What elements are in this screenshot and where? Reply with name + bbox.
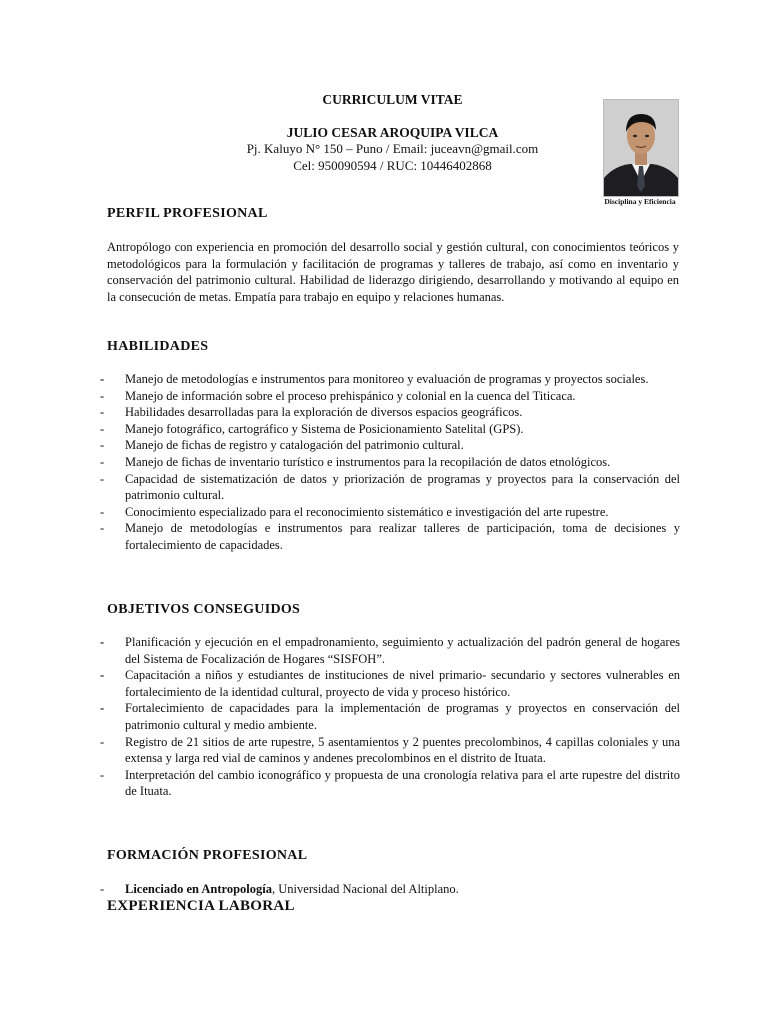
bullet-dash: - xyxy=(100,882,105,896)
profile-photo xyxy=(603,99,679,197)
list-item xyxy=(100,371,680,388)
list-item xyxy=(100,700,680,733)
formacion-heading: FORMACIÓN PROFESIONAL xyxy=(107,848,308,863)
bullet-dash: - xyxy=(100,668,105,683)
bullet-dash: - xyxy=(100,521,105,536)
bullet-dash: - xyxy=(100,767,105,782)
list-item-text: Capacitación a niños y estudiantes de instituciones de nivel primario- secundario y sectores vulnerables en fortalecimiento de la identidad cultural, proyecto de vida y proceso histórico. xyxy=(125,668,680,699)
bullet-dash: - xyxy=(100,701,105,716)
list-item xyxy=(100,734,680,767)
bullet-dash: - xyxy=(100,504,105,519)
bullet-dash: - xyxy=(100,438,105,453)
list-item-text: Interpretación del cambio iconográfico y propuesta de una cronología relativa para el arte rupestre del distrito de Ituata. xyxy=(125,767,680,799)
list-item-text: Capacidad de sistematización de datos y priorización de programas y proyectos para la conservación del patrimonio cultural. xyxy=(125,471,680,503)
list-item xyxy=(100,767,680,800)
list-item-text: Manejo de metodologías e instrumentos para monitoreo y evaluación de programas y proyectos sociales. xyxy=(125,372,649,386)
list-item xyxy=(100,404,680,421)
list-item xyxy=(100,667,680,700)
list-item-text: Habilidades desarrolladas para la exploración de diversos espacios geográficos. xyxy=(125,405,523,420)
bullet-dash: - xyxy=(100,388,105,403)
list-item xyxy=(100,388,680,405)
bullet-dash: - xyxy=(100,471,105,486)
objetivos-heading: OBJETIVOS CONSEGUIDOS xyxy=(107,602,301,617)
bullet-dash: - xyxy=(100,421,105,436)
bullet-dash: - xyxy=(100,635,105,649)
degree-institution: , Universidad Nacional del Altiplano. xyxy=(272,882,459,896)
perfil-text: Antropólogo con experiencia en promoción del desarrollo social y gestión cultural, con conocimientos teóricos y metodológicos para la formulación y facilitación de programas y talleres de trabajo, así como en inventario y conservación del patrimonio cultural. Habilidad de liderazgo dirigiendo, desarrollando y motivando al equipo en la consecución de metas. Empatía para trabajo en equipo y relaciones humanas. xyxy=(107,240,679,304)
experiencia-heading: EXPERIENCIA LABORAL xyxy=(107,898,295,914)
habilidades-heading: HABILIDADES xyxy=(107,339,209,354)
list-item-text: Manejo de fichas de inventario turístico e instrumentos para la recopilación de datos etnológicos. xyxy=(125,454,611,469)
contact-phone-ruc: Cel: 950090594 / RUC: 10446402868 xyxy=(293,158,492,173)
list-item-text: Manejo fotográfico, cartográfico y Sistema de Posicionamiento Satelital (GPS). xyxy=(125,421,524,436)
bullet-dash: - xyxy=(100,405,105,420)
portrait-illustration xyxy=(604,100,678,196)
list-item xyxy=(100,504,680,521)
list-item-text: Conocimiento especializado para el reconocimiento sistemático e investigación del arte rupestre. xyxy=(125,504,609,519)
habilidades-list xyxy=(100,371,680,554)
list-item-text: Manejo de metodologías e instrumentos para realizar talleres de participación, toma de decisiones y fortalecimiento de capacidades. xyxy=(125,521,680,552)
list-item-text: Registro de 21 sitios de arte rupestre, 5 asentamientos y 2 puentes precolombinos, 4 capillas coloniales y una extensa y larga red vial de caminos y andenes precolombinos en el distrito de Ituata. xyxy=(125,734,680,766)
perfil-heading: PERFIL PROFESIONAL xyxy=(107,206,268,221)
objetivos-list xyxy=(100,634,680,800)
bullet-dash: - xyxy=(100,372,105,386)
bullet-dash: - xyxy=(100,454,105,469)
list-item xyxy=(100,471,680,504)
list-item-text: Fortalecimiento de capacidades para la implementación de programas y proyectos en conservación del patrimonio cultural y medio ambiente. xyxy=(125,701,680,732)
list-item xyxy=(100,520,680,553)
list-item-text: Planificación y ejecución en el empadronamiento, seguimiento y actualización del padrón general de hogares del Sistema de Focalización de Hogares “SISFOH”. xyxy=(125,635,680,666)
list-item xyxy=(100,634,680,667)
list-item xyxy=(100,421,680,438)
candidate-name: JULIO CESAR AROQUIPA VILCA xyxy=(286,125,499,140)
list-item xyxy=(100,437,680,454)
photo-caption: Disciplina y Eficiencia xyxy=(604,197,676,206)
degree-entry xyxy=(100,881,680,898)
contact-address-email: Pj. Kaluyo N° 150 – Puno / Email: juceavn@gmail.com xyxy=(246,141,539,156)
list-item-text: Manejo de fichas de registro y catalogación del patrimonio cultural. xyxy=(125,438,464,453)
list-item xyxy=(100,454,680,471)
document-title: CURRICULUM VITAE xyxy=(322,92,463,107)
bullet-dash: - xyxy=(100,734,105,749)
list-item-text: Manejo de información sobre el proceso prehispánico y colonial en la cuenca del Titicaca. xyxy=(125,388,576,403)
degree-title: Licenciado en Antropología xyxy=(125,882,273,896)
